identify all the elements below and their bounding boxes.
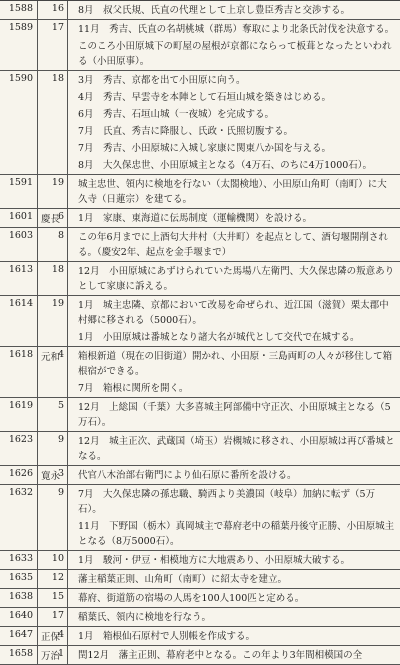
event-text: 7月 箱根に関所を開く。 (78, 383, 189, 394)
year-cell: 1647 (0, 627, 38, 645)
era-year: 19 (51, 298, 64, 309)
events-cell (68, 209, 400, 227)
year-cell: 1590 (0, 71, 38, 174)
era-year: 19 (51, 177, 64, 188)
chronology-row (0, 296, 400, 347)
era-cell (38, 1, 68, 19)
events-cell (68, 296, 400, 346)
events-cell (68, 608, 400, 626)
chronology-row (0, 347, 400, 398)
era-cell (38, 347, 68, 397)
era-year: 12 (51, 572, 64, 583)
chronology-row (0, 466, 400, 485)
era-year: 16 (51, 3, 64, 14)
chronology-row (0, 20, 400, 71)
era-cell (38, 228, 68, 261)
year-cell: 1614 (0, 296, 38, 346)
chronology-row (0, 1, 400, 20)
events-cell (68, 551, 400, 569)
events-cell (68, 1, 400, 19)
event-text: 1月 箱根仙石原村で人別帳を作成する。 (78, 631, 256, 642)
era-year: 15 (51, 591, 64, 602)
era-year: 1 (57, 648, 64, 659)
era-cell (38, 646, 68, 664)
event-text: 幕府、街道筋の宿場の人馬を100人100匹と定める。 (78, 593, 305, 604)
event-text: 8月 大久保忠世、小田原城主となる（4万石、のちに4万1000石）。 (78, 160, 373, 171)
events-cell (68, 71, 400, 174)
event-text: この年6月までに上酒匂大井村（大井町）を起点として、酒匂堰開削される。（慶安2年、起点を金手堰まで） (78, 232, 388, 258)
year-cell: 1638 (0, 589, 38, 607)
events-cell (68, 347, 400, 397)
chronology-row (0, 398, 400, 432)
event-text: 11月 秀吉、氏直の名胡桃城（群馬）奪取により北条氏討伐を決意する。 (78, 24, 395, 35)
event-text: 閏12月 藩主正則、幕府老中となる。この年より3年間相模国の全 (78, 650, 363, 661)
year-cell: 1658 (0, 646, 38, 664)
era-name: 寛永 (41, 471, 61, 482)
era-year: 18 (51, 73, 64, 84)
chronology-row (0, 71, 400, 175)
era-cell (38, 608, 68, 626)
events-cell (68, 627, 400, 645)
chronology-row (0, 175, 400, 209)
event-text: 代官八木治部右衛門により仙石原に番所を設ける。 (78, 470, 297, 481)
era-year: 10 (51, 553, 64, 564)
era-year: 4 (57, 629, 64, 640)
era-year: 3 (57, 468, 64, 479)
year-cell: 1589 (0, 20, 38, 70)
era-cell (38, 466, 68, 484)
event-text: 藩主稲葉正則、山角町（南町）に紹太寺を建立。 (78, 574, 288, 585)
era-year: 6 (57, 211, 64, 222)
chronology-row (0, 589, 400, 608)
era-name: 慶長 (41, 214, 61, 225)
era-cell (38, 175, 68, 208)
events-cell (68, 20, 400, 70)
events-cell (68, 432, 400, 465)
event-text: 1月 家康、東海道に伝馬制度（運輸機関）を設ける。 (78, 213, 313, 224)
era-name: 正保 (41, 632, 61, 643)
chronology-row (0, 432, 400, 466)
year-cell: 1632 (0, 485, 38, 550)
events-cell (68, 228, 400, 261)
event-text: 1月 城主忠隣、京都において改易を命ぜられ、近江国（滋賀）栗太郡中村郷に移される（5000石）。 (78, 300, 389, 326)
era-year: 9 (57, 434, 64, 445)
events-cell (68, 175, 400, 208)
event-text: 7月 氏直、秀吉に降服し、氏政・氏照切腹する。 (78, 126, 294, 137)
year-cell: 1619 (0, 398, 38, 431)
era-name: 万治 (41, 651, 61, 662)
events-cell (68, 398, 400, 431)
era-name: 元和 (41, 352, 61, 363)
chronology-row (0, 570, 400, 589)
era-cell (38, 570, 68, 588)
event-text: 1月 小田原城は番城となり諸大名が城代として交代で在城する。 (78, 332, 360, 343)
event-text: 稲葉氏、領内に検地を行なう。 (78, 612, 212, 623)
era-year: 8 (57, 230, 64, 241)
chronology-row (0, 551, 400, 570)
era-cell (38, 551, 68, 569)
event-text: 6月 秀吉、石垣山城（一夜城）を完成する。 (78, 109, 275, 120)
event-text: 12月 城主正次、武蔵国（埼玉）岩槻城に移され、小田原城は再び番城となる。 (78, 436, 395, 462)
chronology-row (0, 646, 400, 665)
event-text: 3月 秀吉、京都を出て小田原に向う。 (78, 75, 246, 86)
era-cell (38, 209, 68, 227)
chronology-row (0, 608, 400, 627)
event-text: 4月 秀吉、早雲寺を本陣として石垣山城を築きはじめる。 (78, 92, 332, 103)
event-text: 11月 下野国（栃木）真岡城主で幕府老中の稲葉丹後守正勝、小田原城主となる（8万5000石）。 (78, 521, 395, 547)
year-cell: 1591 (0, 175, 38, 208)
era-cell (38, 398, 68, 431)
chronology-row (0, 209, 400, 228)
events-cell (68, 262, 400, 295)
events-cell (68, 646, 400, 664)
year-cell: 1618 (0, 347, 38, 397)
year-cell: 1623 (0, 432, 38, 465)
event-text: 7月 秀吉、小田原城に入城し家康に関東八か国を与える。 (78, 143, 332, 154)
era-cell (38, 432, 68, 465)
chronology-row (0, 485, 400, 551)
year-cell: 1588 (0, 1, 38, 19)
era-year: 4 (57, 349, 64, 360)
events-cell (68, 589, 400, 607)
year-cell: 1603 (0, 228, 38, 261)
year-cell: 1635 (0, 570, 38, 588)
era-cell (38, 20, 68, 70)
event-text: 8月 叔父氏規、氏直の代理として上京し豊臣秀吉と交渉する。 (78, 5, 351, 16)
event-text: 城主忠世、領内に検地を行ない（太閤検地）、小田原山角町（南町）に大久寺（日蓮宗）を建てる。 (78, 179, 387, 205)
year-cell: 1601 (0, 209, 38, 227)
year-cell: 1633 (0, 551, 38, 569)
era-year: 9 (57, 487, 64, 498)
chronology-row (0, 228, 400, 262)
year-cell: 1640 (0, 608, 38, 626)
era-cell (38, 262, 68, 295)
era-year: 18 (51, 264, 64, 275)
event-text: 12月 上総国（千葉）大多喜城主阿部備中守正次、小田原城主となる（5万石）。 (78, 402, 391, 428)
events-cell (68, 570, 400, 588)
era-cell (38, 627, 68, 645)
era-year: 5 (57, 400, 64, 411)
events-cell (68, 466, 400, 484)
chronology-row (0, 262, 400, 296)
era-cell (38, 589, 68, 607)
events-cell (68, 485, 400, 550)
event-text: 7月 大久保忠隣の孫忠職、騎西より美濃国（岐阜）加納に転ず（5万石）。 (78, 489, 376, 515)
era-cell (38, 296, 68, 346)
event-text: 12月 小田原城にあずけられていた馬場八左衛門、大久保忠隣の叛意ありとして家康に訴える。 (78, 266, 395, 292)
event-text: 箱根新道（現在の旧街道）開かれ、小田原・三島両町の人々が移住して箱根宿ができる。 (78, 351, 393, 377)
year-cell: 1613 (0, 262, 38, 295)
era-cell (38, 485, 68, 550)
chronology-row (0, 627, 400, 646)
era-year: 17 (51, 610, 64, 621)
year-cell: 1626 (0, 466, 38, 484)
era-year: 17 (51, 22, 64, 33)
event-text: このころ小田原城下の町屋の屋根が京都にならって板葺となったといわれる（小田原事）。 (78, 41, 392, 67)
era-cell (38, 71, 68, 174)
event-text: 1月 駿河・伊豆・相模地方に大地震あり、小田原城大破する。 (78, 555, 351, 566)
